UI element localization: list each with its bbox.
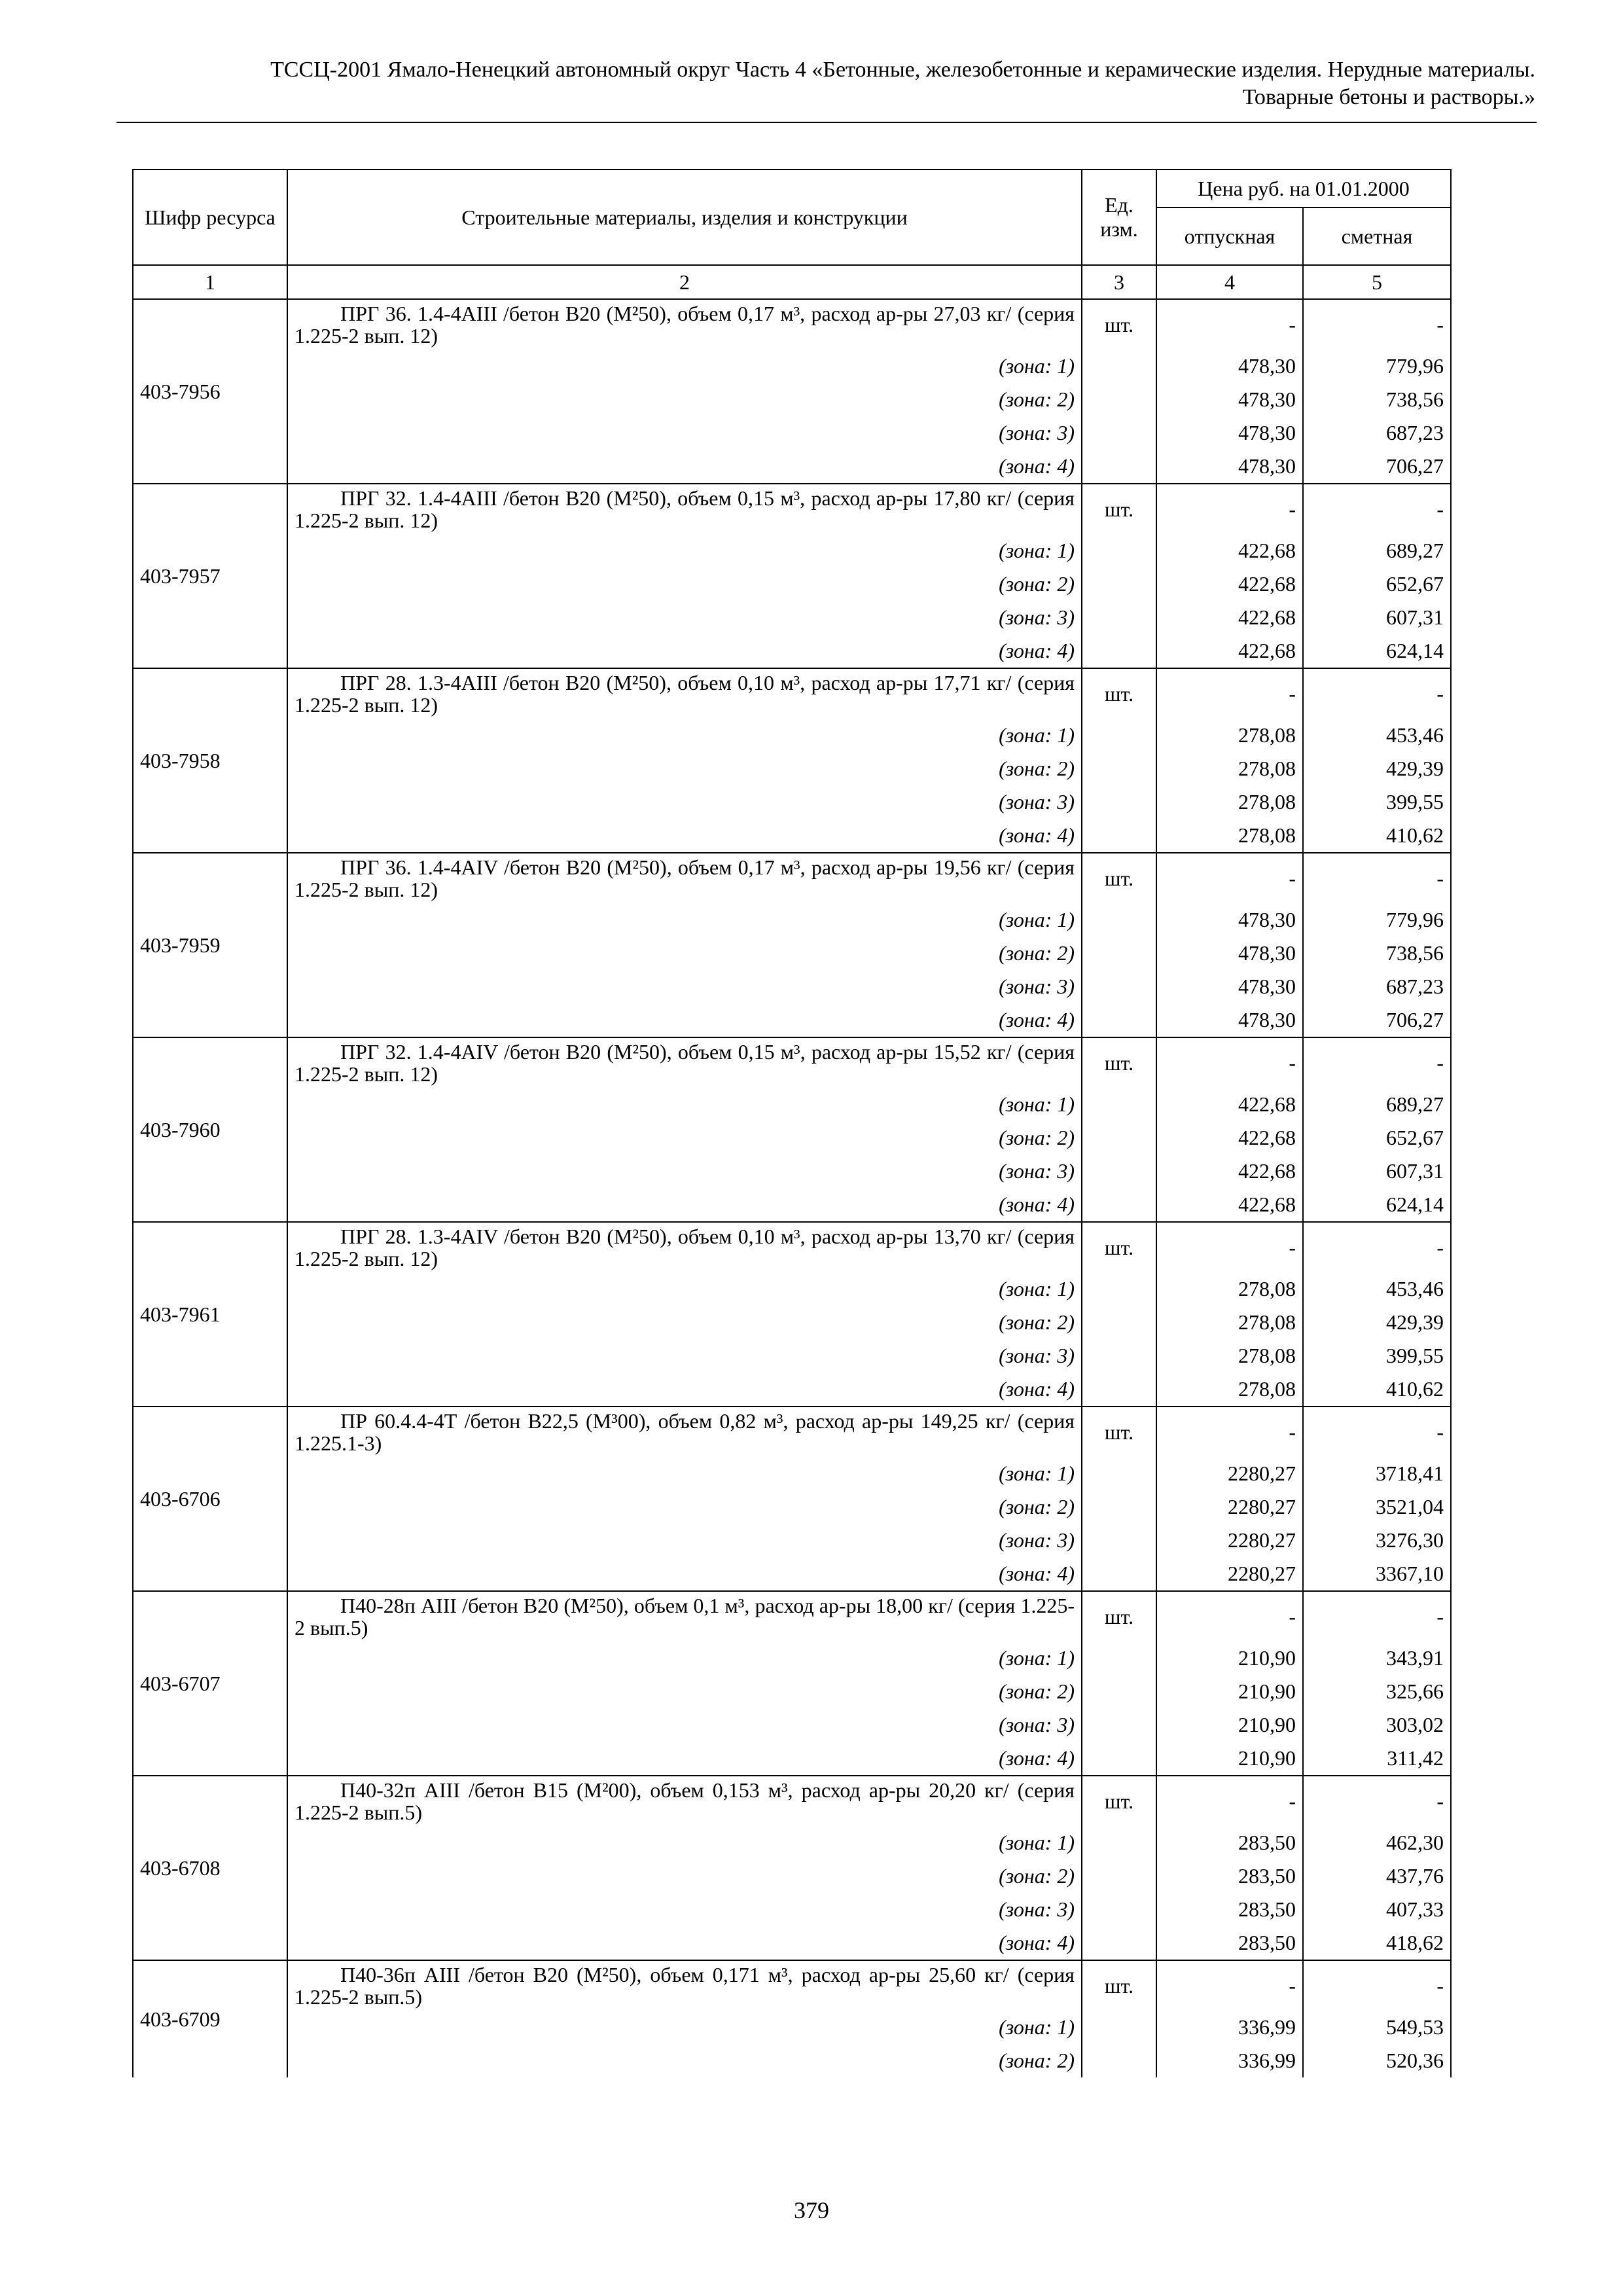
- zone-label: (зона: 1): [287, 2011, 1082, 2044]
- unit-of-measure: шт.: [1082, 299, 1156, 350]
- release-price: -: [1156, 668, 1303, 719]
- zone-estimate-price: 429,39: [1303, 752, 1451, 785]
- resource-code: 403-7959: [133, 853, 287, 1037]
- zone-estimate-price: 3367,10: [1303, 1557, 1451, 1591]
- zone-row: [133, 634, 1451, 668]
- zone-row: [133, 601, 1451, 634]
- zone-row: [133, 1926, 1451, 1960]
- price-table: [132, 169, 1452, 2077]
- zone-release-price: 283,50: [1156, 1893, 1303, 1926]
- estimate-price: -: [1303, 853, 1451, 903]
- column-number: 1: [133, 265, 287, 299]
- zone-row: [133, 383, 1451, 416]
- zone-unit: [1082, 1188, 1156, 1222]
- zone-release-price: 422,68: [1156, 1188, 1303, 1222]
- zone-unit: [1082, 819, 1156, 853]
- zone-release-price: 278,08: [1156, 719, 1303, 752]
- material-description-text: ПРГ 28. 1.3-4АIV /бетон В20 (М²50), объем 0,10 м³, расход ар-ры 13,70 кг/ (серия 1.225-2 вып. 12): [294, 1225, 1075, 1270]
- zone-row: [133, 2011, 1451, 2044]
- zone-row: [133, 350, 1451, 383]
- zone-release-price: 422,68: [1156, 1088, 1303, 1121]
- zone-estimate-price: 3521,04: [1303, 1490, 1451, 1524]
- zone-unit: [1082, 383, 1156, 416]
- zone-estimate-price: 462,30: [1303, 1826, 1451, 1859]
- zone-row: [133, 1826, 1451, 1859]
- zone-release-price: 478,30: [1156, 937, 1303, 970]
- zone-row: [133, 937, 1451, 970]
- zone-release-price: 283,50: [1156, 1926, 1303, 1960]
- zone-unit: [1082, 416, 1156, 450]
- zone-unit: [1082, 937, 1156, 970]
- zone-unit: [1082, 534, 1156, 567]
- zone-unit: [1082, 1457, 1156, 1490]
- zone-label: (зона: 3): [287, 1155, 1082, 1188]
- zone-release-price: 422,68: [1156, 1155, 1303, 1188]
- zone-release-price: 422,68: [1156, 534, 1303, 567]
- zone-unit: [1082, 719, 1156, 752]
- zone-release-price: 478,30: [1156, 383, 1303, 416]
- zone-unit: [1082, 1272, 1156, 1306]
- zone-unit: [1082, 450, 1156, 484]
- estimate-price: -: [1303, 1037, 1451, 1088]
- resource-code: 403-6706: [133, 1407, 287, 1591]
- zone-estimate-price: 399,55: [1303, 1339, 1451, 1372]
- zone-release-price: 422,68: [1156, 567, 1303, 601]
- header-name: Строительные материалы, изделия и конструкции: [287, 170, 1082, 265]
- resource-code: 403-7957: [133, 484, 287, 668]
- unit-of-measure: шт.: [1082, 1407, 1156, 1457]
- zone-label: (зона: 3): [287, 601, 1082, 634]
- zone-label: (зона: 3): [287, 1339, 1082, 1372]
- material-description-text: ПРГ 32. 1.4-4АIII /бетон В20 (М²50), объем 0,15 м³, расход ар-ры 17,80 кг/ (серия 1.225-2 вып. 12): [294, 486, 1075, 532]
- zone-estimate-price: 3276,30: [1303, 1524, 1451, 1557]
- zone-release-price: 422,68: [1156, 1121, 1303, 1155]
- zone-label: (зона: 2): [287, 1490, 1082, 1524]
- zone-label: (зона: 2): [287, 1675, 1082, 1708]
- zone-estimate-price: 410,62: [1303, 1372, 1451, 1407]
- zone-label: (зона: 1): [287, 534, 1082, 567]
- zone-label: (зона: 1): [287, 350, 1082, 383]
- zone-estimate-price: 407,33: [1303, 1893, 1451, 1926]
- material-description: [287, 853, 1082, 903]
- zone-estimate-price: 429,39: [1303, 1306, 1451, 1339]
- table-row: [133, 1037, 1451, 1088]
- release-price: -: [1156, 1037, 1303, 1088]
- zone-estimate-price: 706,27: [1303, 450, 1451, 484]
- zone-row: [133, 719, 1451, 752]
- zone-row: [133, 416, 1451, 450]
- estimate-price: -: [1303, 299, 1451, 350]
- zone-release-price: 478,30: [1156, 1003, 1303, 1037]
- zone-label: (зона: 4): [287, 1742, 1082, 1776]
- estimate-price: -: [1303, 1960, 1451, 2011]
- zone-row: [133, 1641, 1451, 1675]
- zone-release-price: 2280,27: [1156, 1557, 1303, 1591]
- page-number: 379: [794, 2197, 829, 2223]
- zone-row: [133, 1893, 1451, 1926]
- zone-row: [133, 450, 1451, 484]
- material-description-text: ПРГ 32. 1.4-4АIV /бетон В20 (М²50), объем 0,15 м³, расход ар-ры 15,52 кг/ (серия 1.225-2 вып. 12): [294, 1040, 1075, 1086]
- zone-label: (зона: 4): [287, 1557, 1082, 1591]
- zone-release-price: 278,08: [1156, 752, 1303, 785]
- zone-estimate-price: 453,46: [1303, 719, 1451, 752]
- zone-release-price: 422,68: [1156, 634, 1303, 668]
- zone-estimate-price: 738,56: [1303, 383, 1451, 416]
- zone-row: [133, 1557, 1451, 1591]
- zone-release-price: 336,99: [1156, 2011, 1303, 2044]
- estimate-price: -: [1303, 1222, 1451, 1272]
- release-price: -: [1156, 1960, 1303, 2011]
- running-header-line-2: Товарные бетоны и растворы.»: [1242, 85, 1535, 109]
- header-release-price: отпускная: [1156, 207, 1303, 265]
- zone-label: (зона: 4): [287, 1003, 1082, 1037]
- material-description: [287, 1037, 1082, 1088]
- zone-row: [133, 1306, 1451, 1339]
- zone-unit: [1082, 1926, 1156, 1960]
- table-row: [133, 1776, 1451, 1826]
- zone-estimate-price: 689,27: [1303, 534, 1451, 567]
- material-description: [287, 299, 1082, 350]
- unit-of-measure: шт.: [1082, 1222, 1156, 1272]
- zone-estimate-price: 549,53: [1303, 2011, 1451, 2044]
- zone-unit: [1082, 1742, 1156, 1776]
- material-description: [287, 1960, 1082, 2011]
- zone-unit: [1082, 1708, 1156, 1742]
- zone-unit: [1082, 1675, 1156, 1708]
- zone-label: (зона: 2): [287, 567, 1082, 601]
- zone-release-price: 278,08: [1156, 1339, 1303, 1372]
- running-header-line-1: ТССЦ-2001 Ямало-Ненецкий автономный округ Часть 4 «Бетонные, железобетонные и керамические изделия. Нерудные материалы.: [270, 58, 1535, 82]
- zone-estimate-price: 607,31: [1303, 1155, 1451, 1188]
- column-number: 4: [1156, 265, 1303, 299]
- resource-code: 403-6709: [133, 1960, 287, 2077]
- zone-unit: [1082, 1088, 1156, 1121]
- zone-label: (зона: 2): [287, 383, 1082, 416]
- estimate-price: -: [1303, 1407, 1451, 1457]
- table-row: [133, 299, 1451, 350]
- material-description-text: ПР 60.4.4-4Т /бетон В22,5 (М³00), объем 0,82 м³, расход ар-ры 149,25 кг/ (серия 1.225.1-3): [294, 1409, 1075, 1455]
- material-description-text: ПРГ 36. 1.4-4АIII /бетон В20 (М²50), объем 0,17 м³, расход ар-ры 27,03 кг/ (серия 1.225-2 вып. 12): [294, 302, 1075, 348]
- zone-release-price: 278,08: [1156, 785, 1303, 819]
- unit-of-measure: шт.: [1082, 853, 1156, 903]
- zone-estimate-price: 303,02: [1303, 1708, 1451, 1742]
- release-price: -: [1156, 484, 1303, 534]
- zone-row: [133, 785, 1451, 819]
- table-row: [133, 1591, 1451, 1641]
- zone-release-price: 2280,27: [1156, 1457, 1303, 1490]
- zone-estimate-price: 520,36: [1303, 2044, 1451, 2077]
- zone-label: (зона: 1): [287, 1826, 1082, 1859]
- zone-label: (зона: 3): [287, 970, 1082, 1003]
- material-description: [287, 1776, 1082, 1826]
- column-number: 2: [287, 265, 1082, 299]
- zone-estimate-price: 624,14: [1303, 1188, 1451, 1222]
- zone-row: [133, 1088, 1451, 1121]
- material-description: [287, 484, 1082, 534]
- release-price: -: [1156, 299, 1303, 350]
- zone-unit: [1082, 1557, 1156, 1591]
- zone-row: [133, 2044, 1451, 2077]
- zone-row: [133, 1859, 1451, 1893]
- zone-label: (зона: 2): [287, 752, 1082, 785]
- zone-row: [133, 1372, 1451, 1407]
- zone-unit: [1082, 903, 1156, 937]
- zone-unit: [1082, 1339, 1156, 1372]
- zone-label: (зона: 2): [287, 937, 1082, 970]
- column-number: 5: [1303, 265, 1451, 299]
- material-description: [287, 1222, 1082, 1272]
- material-description-text: ПРГ 36. 1.4-4АIV /бетон В20 (М²50), объем 0,17 м³, расход ар-ры 19,56 кг/ (серия 1.225-2 вып. 12): [294, 855, 1075, 901]
- zone-label: (зона: 1): [287, 903, 1082, 937]
- zone-row: [133, 1457, 1451, 1490]
- zone-estimate-price: 687,23: [1303, 416, 1451, 450]
- table-row: [133, 853, 1451, 903]
- zone-release-price: 210,90: [1156, 1708, 1303, 1742]
- zone-estimate-price: 738,56: [1303, 937, 1451, 970]
- zone-unit: [1082, 601, 1156, 634]
- zone-release-price: 478,30: [1156, 450, 1303, 484]
- zone-unit: [1082, 2011, 1156, 2044]
- table-header-row: [133, 170, 1451, 207]
- zone-release-price: 278,08: [1156, 819, 1303, 853]
- zone-row: [133, 1339, 1451, 1372]
- zone-label: (зона: 1): [287, 1088, 1082, 1121]
- zone-row: [133, 752, 1451, 785]
- zone-estimate-price: 652,67: [1303, 567, 1451, 601]
- zone-estimate-price: 325,66: [1303, 1675, 1451, 1708]
- zone-release-price: 336,99: [1156, 2044, 1303, 2077]
- zone-unit: [1082, 567, 1156, 601]
- zone-release-price: 478,30: [1156, 350, 1303, 383]
- zone-label: (зона: 3): [287, 1893, 1082, 1926]
- zone-row: [133, 1272, 1451, 1306]
- resource-code: 403-6708: [133, 1776, 287, 1960]
- zone-label: (зона: 4): [287, 1926, 1082, 1960]
- zone-unit: [1082, 1524, 1156, 1557]
- zone-release-price: 478,30: [1156, 903, 1303, 937]
- zone-release-price: 2280,27: [1156, 1490, 1303, 1524]
- zone-release-price: 2280,27: [1156, 1524, 1303, 1557]
- zone-label: (зона: 2): [287, 1306, 1082, 1339]
- zone-estimate-price: 453,46: [1303, 1272, 1451, 1306]
- zone-row: [133, 1003, 1451, 1037]
- zone-row: [133, 1675, 1451, 1708]
- zone-estimate-price: 687,23: [1303, 970, 1451, 1003]
- zone-row: [133, 1188, 1451, 1222]
- zone-label: (зона: 3): [287, 1524, 1082, 1557]
- estimate-price: -: [1303, 668, 1451, 719]
- material-description-text: П40-28п АIII /бетон В20 (М²50), объем 0,1 м³, расход ар-ры 18,00 кг/ (серия 1.225-2 вып.5): [294, 1594, 1075, 1640]
- release-price: -: [1156, 1776, 1303, 1826]
- zone-label: (зона: 4): [287, 819, 1082, 853]
- zone-label: (зона: 3): [287, 1708, 1082, 1742]
- zone-estimate-price: 437,76: [1303, 1859, 1451, 1893]
- table-row: [133, 668, 1451, 719]
- resource-code: 403-7956: [133, 299, 287, 484]
- zone-release-price: 278,08: [1156, 1272, 1303, 1306]
- zone-estimate-price: 624,14: [1303, 634, 1451, 668]
- zone-unit: [1082, 1155, 1156, 1188]
- material-description: [287, 1591, 1082, 1641]
- material-description: [287, 668, 1082, 719]
- material-description-text: П40-36п АIII /бетон В20 (М²50), объем 0,171 м³, расход ар-ры 25,60 кг/ (серия 1.225-2 вып.5): [294, 1963, 1075, 2009]
- zone-release-price: 478,30: [1156, 970, 1303, 1003]
- column-number-row: [133, 265, 1451, 299]
- zone-label: (зона: 1): [287, 1272, 1082, 1306]
- zone-row: [133, 903, 1451, 937]
- zone-label: (зона: 4): [287, 1372, 1082, 1407]
- zone-release-price: 283,50: [1156, 1826, 1303, 1859]
- estimate-price: -: [1303, 1591, 1451, 1641]
- material-description-text: ПРГ 28. 1.3-4АIII /бетон В20 (М²50), объем 0,10 м³, расход ар-ры 17,71 кг/ (серия 1.225-2 вып. 12): [294, 671, 1075, 717]
- zone-release-price: 210,90: [1156, 1742, 1303, 1776]
- zone-unit: [1082, 785, 1156, 819]
- zone-estimate-price: 3718,41: [1303, 1457, 1451, 1490]
- zone-label: (зона: 4): [287, 634, 1082, 668]
- zone-unit: [1082, 1893, 1156, 1926]
- zone-unit: [1082, 350, 1156, 383]
- zone-release-price: 210,90: [1156, 1675, 1303, 1708]
- material-description: [287, 1407, 1082, 1457]
- zone-row: [133, 1490, 1451, 1524]
- zone-unit: [1082, 1121, 1156, 1155]
- material-description-text: П40-32п АIII /бетон В15 (М²00), объем 0,153 м³, расход ар-ры 20,20 кг/ (серия 1.225-2 вып.5): [294, 1778, 1075, 1824]
- unit-of-measure: шт.: [1082, 1776, 1156, 1826]
- zone-estimate-price: 779,96: [1303, 903, 1451, 937]
- running-header: [116, 56, 1535, 111]
- column-number: 3: [1082, 265, 1156, 299]
- zone-unit: [1082, 2044, 1156, 2077]
- header-code: Шифр ресурса: [133, 170, 287, 265]
- zone-label: (зона: 2): [287, 2044, 1082, 2077]
- resource-code: 403-6707: [133, 1591, 287, 1776]
- zone-release-price: 210,90: [1156, 1641, 1303, 1675]
- resource-code: 403-7961: [133, 1222, 287, 1407]
- unit-of-measure: шт.: [1082, 1960, 1156, 2011]
- zone-row: [133, 1708, 1451, 1742]
- estimate-price: -: [1303, 1776, 1451, 1826]
- zone-estimate-price: 706,27: [1303, 1003, 1451, 1037]
- unit-of-measure: шт.: [1082, 484, 1156, 534]
- zone-unit: [1082, 1372, 1156, 1407]
- zone-unit: [1082, 1826, 1156, 1859]
- zone-estimate-price: 410,62: [1303, 819, 1451, 853]
- zone-release-price: 478,30: [1156, 416, 1303, 450]
- header-divider: [116, 122, 1537, 123]
- resource-code: 403-7958: [133, 668, 287, 853]
- zone-label: (зона: 2): [287, 1121, 1082, 1155]
- zone-unit: [1082, 1003, 1156, 1037]
- zone-label: (зона: 1): [287, 1641, 1082, 1675]
- zone-label: (зона: 4): [287, 450, 1082, 484]
- zone-release-price: 283,50: [1156, 1859, 1303, 1893]
- zone-row: [133, 1121, 1451, 1155]
- zone-estimate-price: 689,27: [1303, 1088, 1451, 1121]
- table-row: [133, 1960, 1451, 2011]
- table-row: [133, 1407, 1451, 1457]
- zone-label: (зона: 2): [287, 1859, 1082, 1893]
- zone-label: (зона: 1): [287, 1457, 1082, 1490]
- unit-of-measure: шт.: [1082, 1037, 1156, 1088]
- zone-row: [133, 534, 1451, 567]
- zone-estimate-price: 779,96: [1303, 350, 1451, 383]
- zone-row: [133, 970, 1451, 1003]
- release-price: -: [1156, 853, 1303, 903]
- zone-row: [133, 819, 1451, 853]
- zone-release-price: 422,68: [1156, 601, 1303, 634]
- resource-code: 403-7960: [133, 1037, 287, 1222]
- release-price: -: [1156, 1407, 1303, 1457]
- zone-unit: [1082, 752, 1156, 785]
- header-estimate-price: сметная: [1303, 207, 1451, 265]
- zone-row: [133, 1742, 1451, 1776]
- zone-label: (зона: 3): [287, 785, 1082, 819]
- zone-estimate-price: 607,31: [1303, 601, 1451, 634]
- zone-estimate-price: 343,91: [1303, 1641, 1451, 1675]
- estimate-price: -: [1303, 484, 1451, 534]
- zone-label: (зона: 3): [287, 416, 1082, 450]
- zone-unit: [1082, 1641, 1156, 1675]
- release-price: -: [1156, 1222, 1303, 1272]
- zone-row: [133, 1524, 1451, 1557]
- unit-of-measure: шт.: [1082, 1591, 1156, 1641]
- table-row: [133, 484, 1451, 534]
- zone-estimate-price: 418,62: [1303, 1926, 1451, 1960]
- header-unit: Ед. изм.: [1082, 170, 1156, 265]
- zone-label: (зона: 1): [287, 719, 1082, 752]
- header-price: Цена руб. на 01.01.2000: [1156, 170, 1451, 207]
- release-price: -: [1156, 1591, 1303, 1641]
- zone-release-price: 278,08: [1156, 1306, 1303, 1339]
- zone-release-price: 278,08: [1156, 1372, 1303, 1407]
- zone-estimate-price: 399,55: [1303, 785, 1451, 819]
- zone-unit: [1082, 634, 1156, 668]
- zone-label: (зона: 4): [287, 1188, 1082, 1222]
- zone-unit: [1082, 970, 1156, 1003]
- unit-of-measure: шт.: [1082, 668, 1156, 719]
- zone-unit: [1082, 1859, 1156, 1893]
- zone-row: [133, 567, 1451, 601]
- table-row: [133, 1222, 1451, 1272]
- zone-unit: [1082, 1490, 1156, 1524]
- zone-row: [133, 1155, 1451, 1188]
- zone-estimate-price: 311,42: [1303, 1742, 1451, 1776]
- zone-estimate-price: 652,67: [1303, 1121, 1451, 1155]
- zone-unit: [1082, 1306, 1156, 1339]
